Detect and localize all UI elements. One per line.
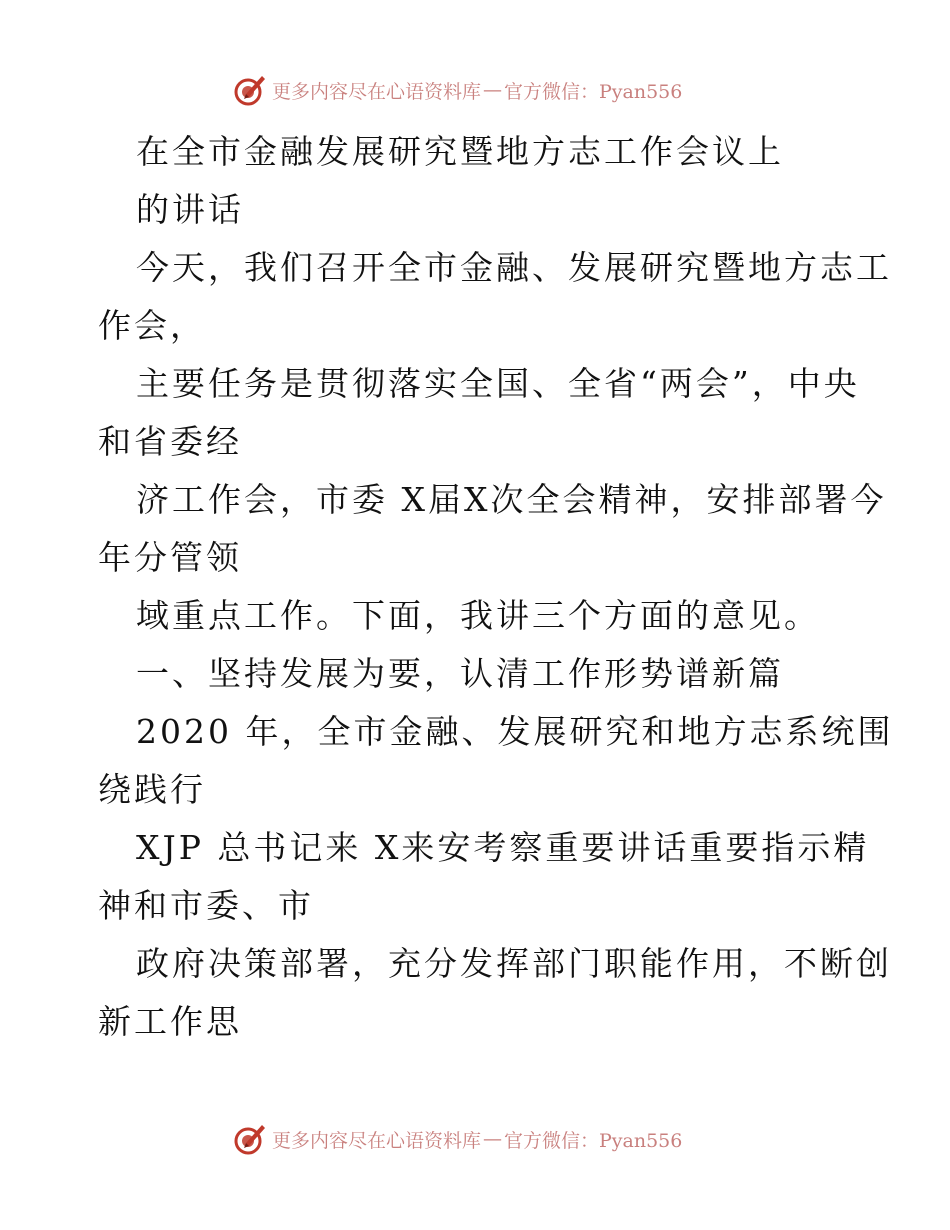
text-line: 域重点工作。下面，我讲三个方面的意见。: [136, 596, 820, 635]
text-line: 一、坚持发展为要，认清工作形势谱新篇: [136, 654, 784, 693]
text-line: 的讲话: [136, 190, 244, 229]
watermark-wechat: 官方微信：Pyan556: [504, 80, 683, 103]
text-line: XJP 总书记来 X来安考察重要讲话重要指示精: [136, 828, 870, 867]
text-line: 济工作会，市委 X届X次全会精神，安排部署今: [136, 480, 887, 519]
text-line: 2020 年，全市金融、发展研究和地方志系统围: [136, 712, 894, 751]
text-line: 新工作思: [98, 1002, 242, 1041]
header-watermark: [232, 70, 712, 110]
text-line: 和省委经: [98, 422, 242, 461]
pen-logo-icon: [232, 72, 268, 108]
pen-logo-icon: [232, 1121, 268, 1157]
footer-watermark: [232, 1119, 712, 1159]
text-line: 绕践行: [98, 770, 206, 809]
watermark-separator: —: [483, 1128, 503, 1150]
text-line: 今天，我们召开全市金融、发展研究暨地方志工: [136, 248, 892, 287]
text-line: 政府决策部署，充分发挥部门职能作用，不断创: [136, 944, 892, 983]
text-line: 作会，: [98, 306, 206, 345]
text-line: 年分管领: [98, 538, 242, 577]
watermark-slogan: 更多内容尽在心语资料库: [272, 1129, 482, 1152]
text-line: 主要任务是贯彻落实全国、全省“两会”，中央: [136, 364, 860, 403]
watermark-wechat: 官方微信：Pyan556: [504, 1129, 683, 1152]
watermark-slogan: 更多内容尽在心语资料库: [272, 80, 482, 103]
text-line: 神和市委、市: [98, 886, 314, 925]
text-line: 在全市金融发展研究暨地方志工作会议上: [136, 132, 784, 171]
watermark-separator: —: [483, 79, 503, 101]
document-body: [98, 122, 894, 1050]
